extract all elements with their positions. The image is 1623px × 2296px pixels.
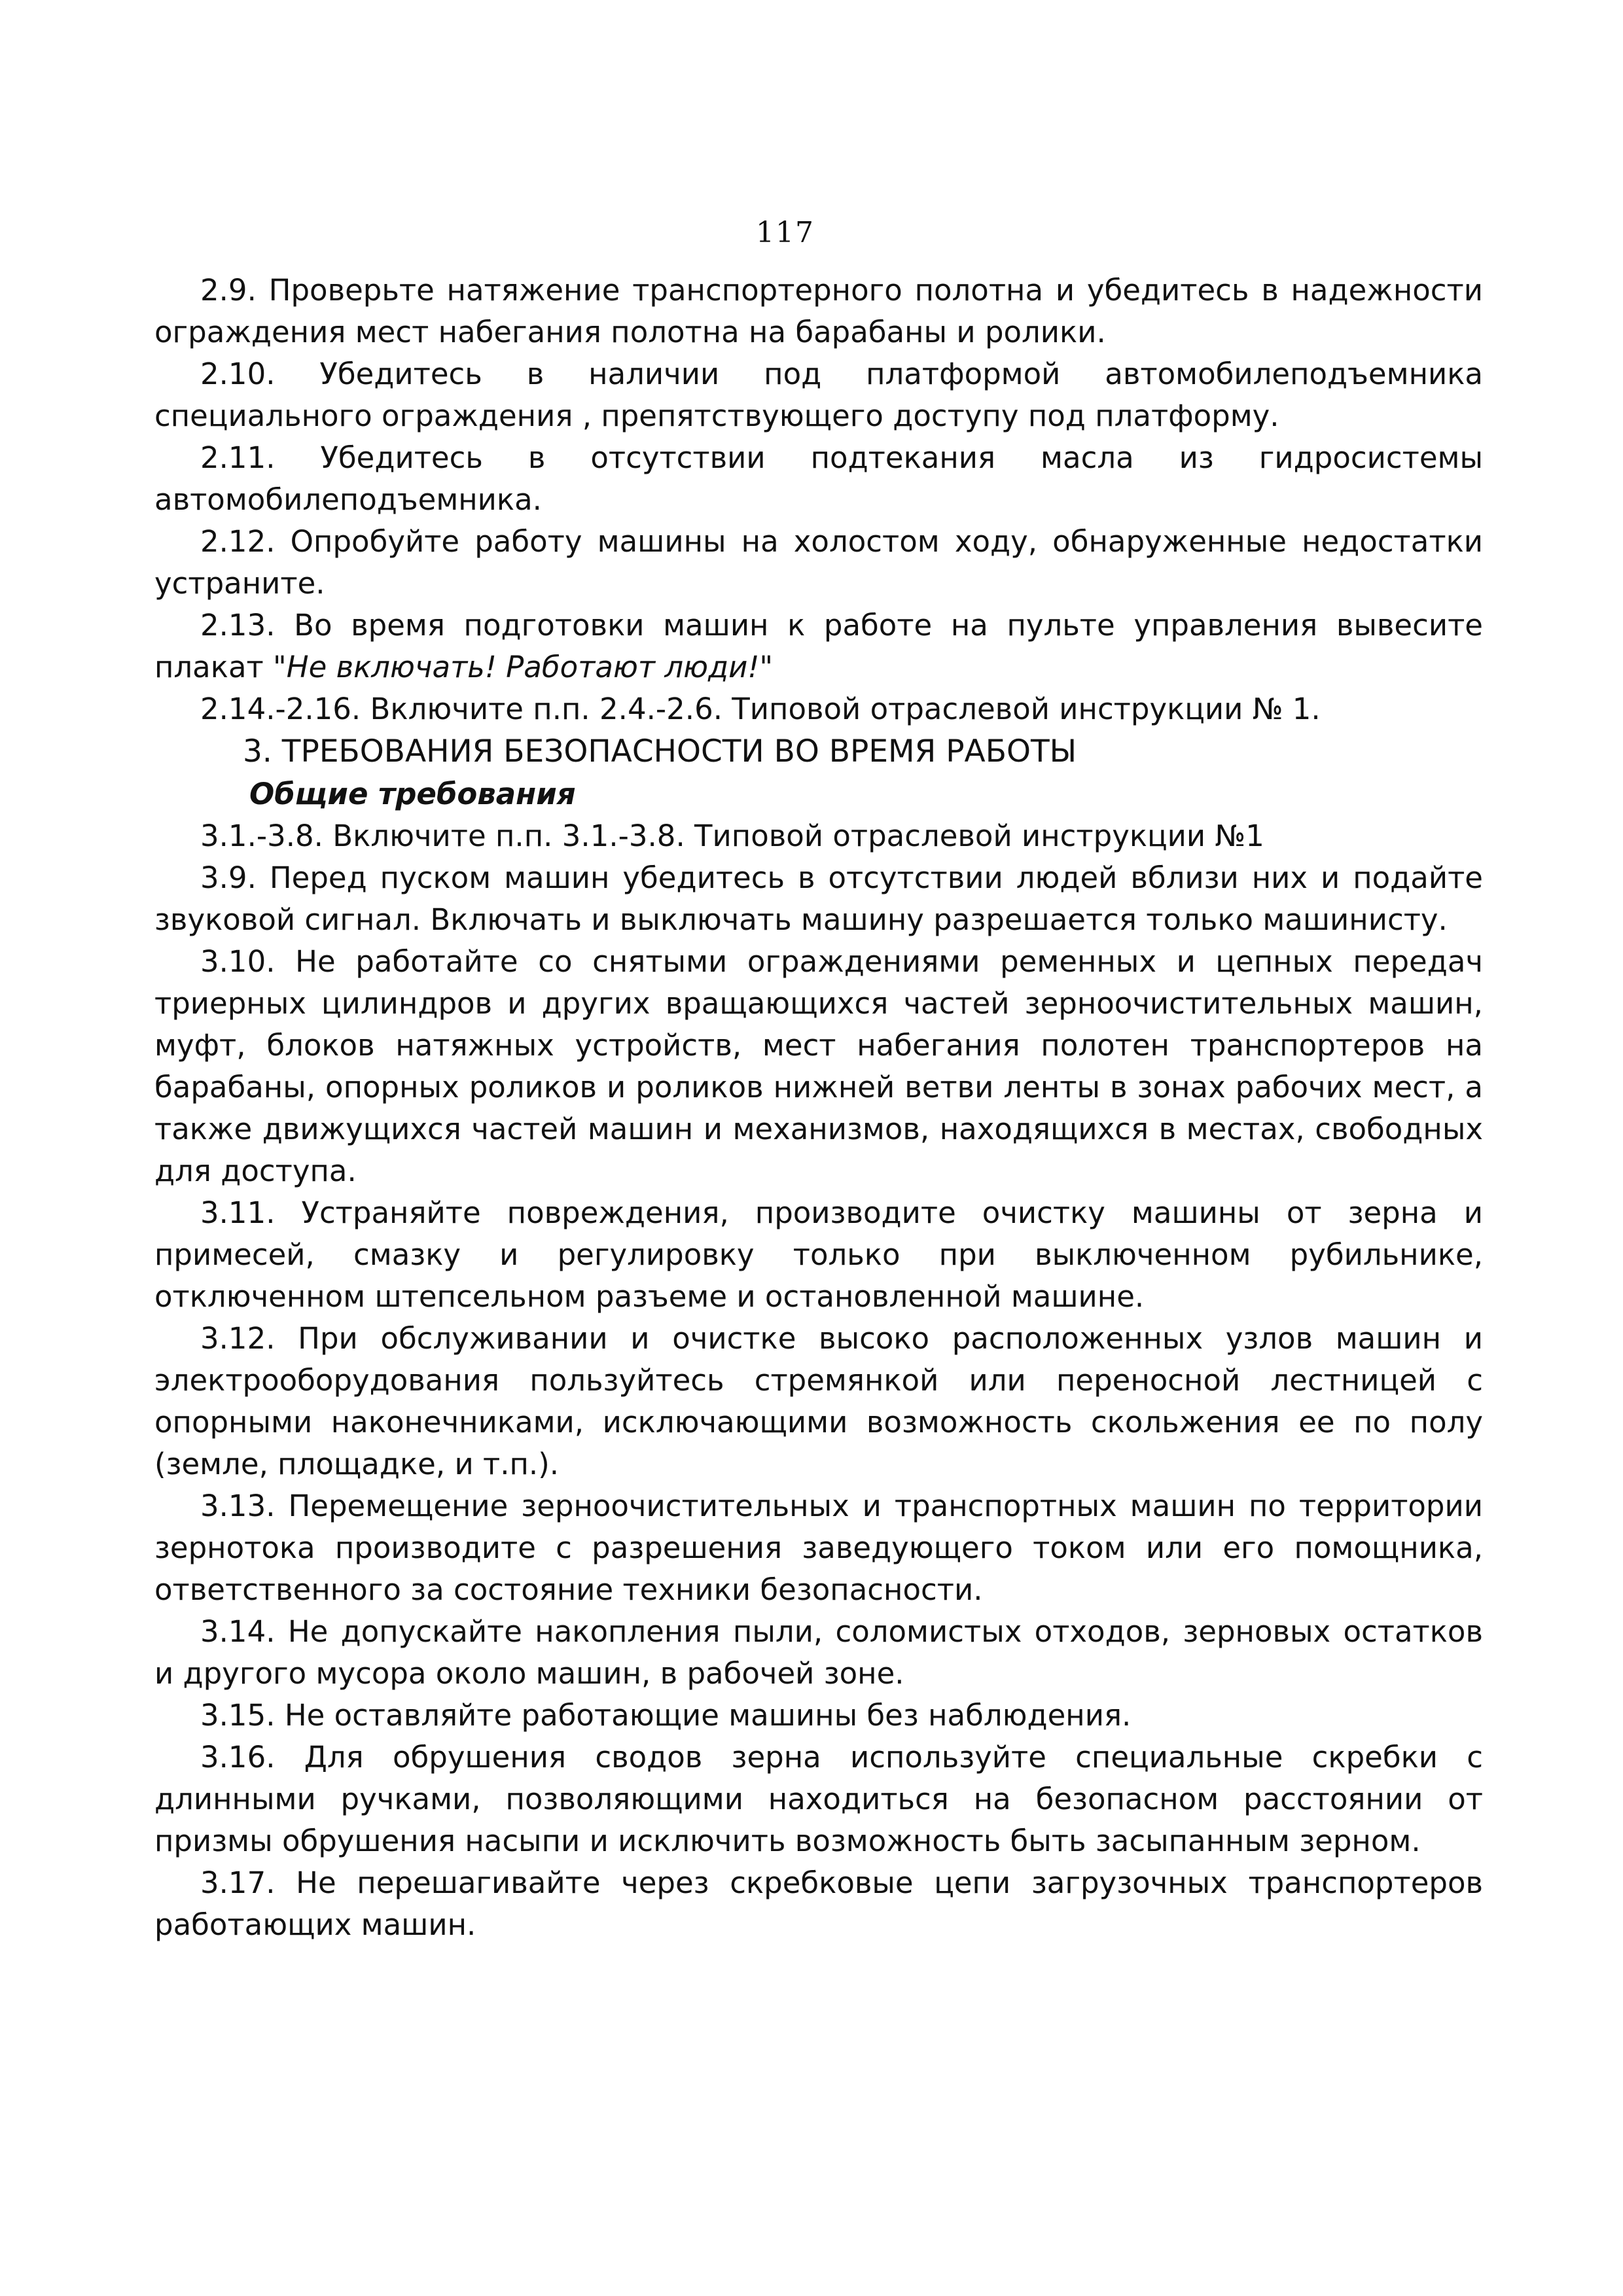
paragraph-3-15 bbox=[154, 1695, 1483, 1737]
paragraph-number: 3.15. bbox=[200, 1698, 276, 1733]
paragraph-text: Не оставляйте работающие машины без наблюдения. bbox=[284, 1698, 1132, 1733]
paragraph-3-13 bbox=[154, 1485, 1483, 1611]
paragraph-text: Перед пуском машин убедитесь в отсутствии людей вблизи них и подайте звуковой сигнал. Включать и выключать машину разрешается только машинисту. bbox=[154, 860, 1483, 937]
paragraph-2-13 bbox=[154, 605, 1483, 688]
paragraph-3-9 bbox=[154, 857, 1483, 941]
paragraph-number: 2.13. bbox=[200, 608, 276, 643]
paragraph-text: Опробуйте работу машины на холостом ходу, обнаруженные недостатки устраните. bbox=[154, 524, 1483, 601]
paragraph-text: Не допускайте накопления пыли, соломистых отходов, зерновых остатков и другого мусора около машин, в рабочей зоне. bbox=[154, 1614, 1483, 1691]
paragraph-text: Для обрушения сводов зерна используйте специальные скребки с длинными ручками, позволяющими находиться на безопасном расстоянии от призмы обрушения насыпи и исключить возможность быть засыпанным зерном. bbox=[154, 1740, 1483, 1858]
paragraph-number: 2.9. bbox=[200, 273, 257, 308]
paragraph-number: 2.12. bbox=[200, 524, 276, 559]
paragraph-number: 3.9. bbox=[200, 860, 257, 895]
paragraph-text: Устраняйте повреждения, производите очистку машины от зерна и примесей, смазку и регулировку только при выключенном рубильнике, отключенном штепсельном разъеме и остановленной машине. bbox=[154, 1195, 1483, 1314]
paragraph-text: При обслуживании и очистке высоко расположенных узлов машин и электрооборудования пользуйтесь стремянкой или переносной лестницей с опорными наконечниками, исключающими возможность скольжения ее по полу (земле, площадке, и т.п.). bbox=[154, 1321, 1483, 1481]
paragraph-text: Убедитесь в отсутствии подтекания масла из гидросистемы автомобилеподъемника. bbox=[154, 440, 1483, 517]
section-subtitle: Общие требования bbox=[249, 777, 576, 811]
section-title: 3. ТРЕБОВАНИЯ БЕЗОПАСНОСТИ ВО ВРЕМЯ РАБОТЫ bbox=[243, 733, 1077, 769]
paragraph-text: Перемещение зерноочистительных и транспортных машин по территории зернотока производите с разрешения заведующего током или его помощника, ответственного за состояние техники безопасности. bbox=[154, 1489, 1483, 1607]
paragraph-text: Во время подготовки машин к работе на пульте управления вывесите плакат bbox=[154, 608, 1483, 684]
paragraph-2-10 bbox=[154, 353, 1483, 437]
paragraph-2-14: 2.14.-2.16. Включите п.п. 2.4.-2.6. Типовой отраслевой инструкции № 1. bbox=[200, 692, 1321, 726]
paragraph-text: Убедитесь в наличии под платформой автомобилеподъемника специального ограждения , препятствующего доступу под платформу. bbox=[154, 357, 1483, 433]
paragraph-number: 3.12. bbox=[200, 1321, 276, 1356]
paragraph-3-17 bbox=[154, 1862, 1483, 1946]
paragraph-text: Проверьте натяжение транспортерного полотна и убедитесь в надежности ограждения мест набегания полотна на барабаны и ролики. bbox=[154, 273, 1483, 349]
paragraph-number: 2.11. bbox=[200, 440, 276, 475]
warning-sign-text: "Не включать! Работают люди!" bbox=[273, 650, 774, 684]
paragraph-number: 3.17. bbox=[200, 1865, 276, 1900]
paragraph-number: 2.10. bbox=[200, 357, 276, 391]
paragraph-number: 3.10. bbox=[200, 944, 276, 979]
paragraph-text: Не работайте со снятыми ограждениями ременных и цепных передач триерных цилиндров и других вращающихся частей зерноочистительных машин, муфт, блоков натяжных устройств, мест набегания полотен транспортеров на барабаны, опорных роликов и роликов нижней ветви ленты в зонах рабочих мест, а также движущихся частей машин и механизмов, находящихся в местах, свободных для доступа. bbox=[154, 944, 1483, 1188]
paragraph-3-11 bbox=[154, 1192, 1483, 1318]
paragraph-number: 3.16. bbox=[200, 1740, 276, 1775]
paragraph-2-11 bbox=[154, 437, 1483, 521]
paragraph-2-9 bbox=[154, 270, 1483, 353]
paragraph-3-16 bbox=[154, 1737, 1483, 1862]
paragraph-3-14 bbox=[154, 1611, 1483, 1695]
paragraph-number: 3.14. bbox=[200, 1614, 276, 1649]
paragraph-number: 3.11. bbox=[200, 1195, 276, 1230]
document-body bbox=[154, 270, 1483, 1946]
paragraph-number: 3.13. bbox=[200, 1489, 276, 1523]
paragraph-3-12 bbox=[154, 1318, 1483, 1485]
paragraph-2-12 bbox=[154, 521, 1483, 605]
paragraph-3-1: 3.1.-3.8. Включите п.п. 3.1.-3.8. Типовой отраслевой инструкции №1 bbox=[200, 819, 1264, 853]
paragraph-text: Не перешагивайте через скребковые цепи загрузочных транспортеров работающих машин. bbox=[154, 1865, 1483, 1942]
page-number: 117 bbox=[756, 216, 815, 249]
paragraph-3-10 bbox=[154, 941, 1483, 1192]
